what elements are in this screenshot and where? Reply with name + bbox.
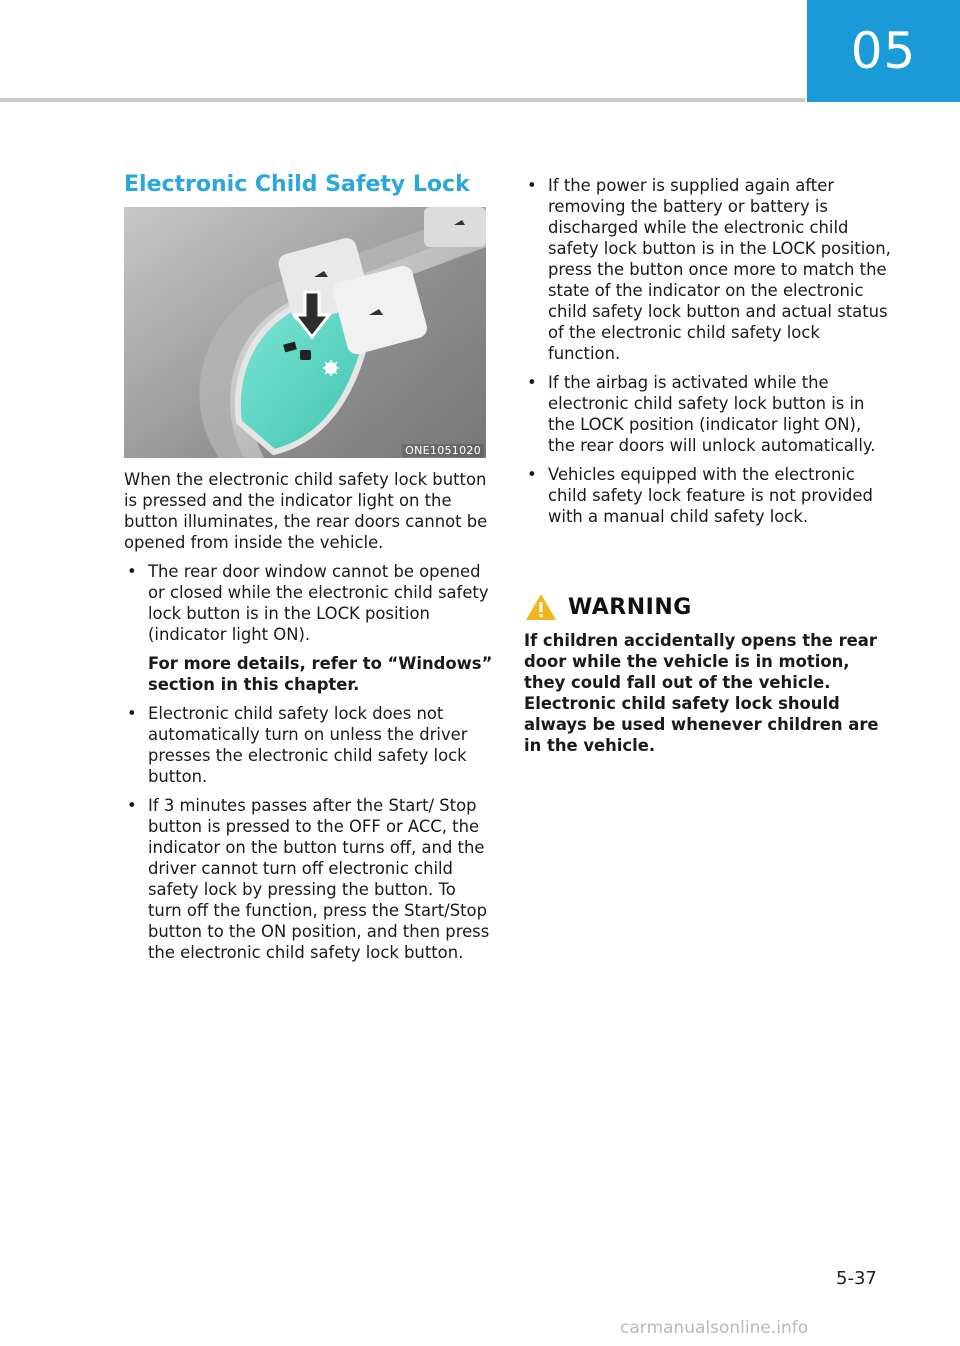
right-bullet-list [524,175,892,527]
bullet-dot: • [527,373,537,392]
left-bullet-list [124,561,494,963]
warning-title: WARNING [568,594,692,620]
warning-text: If children accidentally opens the rear door while the vehicle is in motion, they could fall out of the vehicle. Electronic child safety lock should always be used whenever children are in the vehicle. [524,631,879,755]
warning-triangle-icon [524,592,558,622]
chapter-tab: 05 [807,0,960,102]
intro-paragraph: When the electronic child safety lock button is pressed and the indicator light on the button illuminates, the rear doors cannot be opened from inside the vehicle. [124,470,488,552]
bullet-text: The rear door window cannot be opened or closed while the electronic child safety lock button is in the LOCK position (indicator light ON). [148,562,489,644]
page-number: 5-37 [836,1268,877,1289]
list-item [524,464,892,527]
bullet-dot: • [127,796,137,815]
section-title: Electronic Child Safety Lock [124,172,470,197]
bullet-dot: • [527,176,537,195]
bullet-text: If the airbag is activated while the electronic child safety lock button is in the LOCK position (indicator light ON), the rear doors will unlock automatically. [548,373,876,455]
bullet-dot: • [127,562,137,581]
watermark: carmanualsonline.info [620,1318,809,1338]
warning-box [524,592,889,772]
list-item [524,372,892,456]
bullet-text: If 3 minutes passes after the Start/ Stop button is pressed to the OFF or ACC, the indicator on the button turns off, and the driver cannot turn off electronic child safety lock by pressing the button. To turn off the function, press the Start/Stop button to the ON position, and then press the electronic child safety lock button. [148,796,490,962]
left-column [124,469,494,963]
bullet-dot: • [127,704,137,723]
right-column [524,175,892,527]
bullet-text: Electronic child safety lock does not automatically turn on unless the driver presses the electronic child safety lock button. [148,704,468,786]
list-item [124,561,494,695]
list-item [124,795,494,963]
cross-reference-note: For more details, refer to “Windows” section in this chapter. [148,654,493,694]
warning-header [524,592,889,622]
list-item [524,175,892,364]
list-item [124,703,494,787]
bullet-dot: • [527,465,537,484]
child-lock-figure [124,207,486,458]
child-lock-illustration [124,207,486,458]
header-rule [0,98,805,102]
figure-code-label: ONE1051020 [402,444,484,457]
bullet-text: If the power is supplied again after removing the battery or battery is discharged while the electronic child safety lock button is in the LOCK position, press the button once more to match the state of the indicator on the electronic child safety lock button and actual status of the electronic child safety lock function. [548,176,891,363]
bullet-text: Vehicles equipped with the electronic child safety lock feature is not provided with a manual child safety lock. [548,465,873,526]
